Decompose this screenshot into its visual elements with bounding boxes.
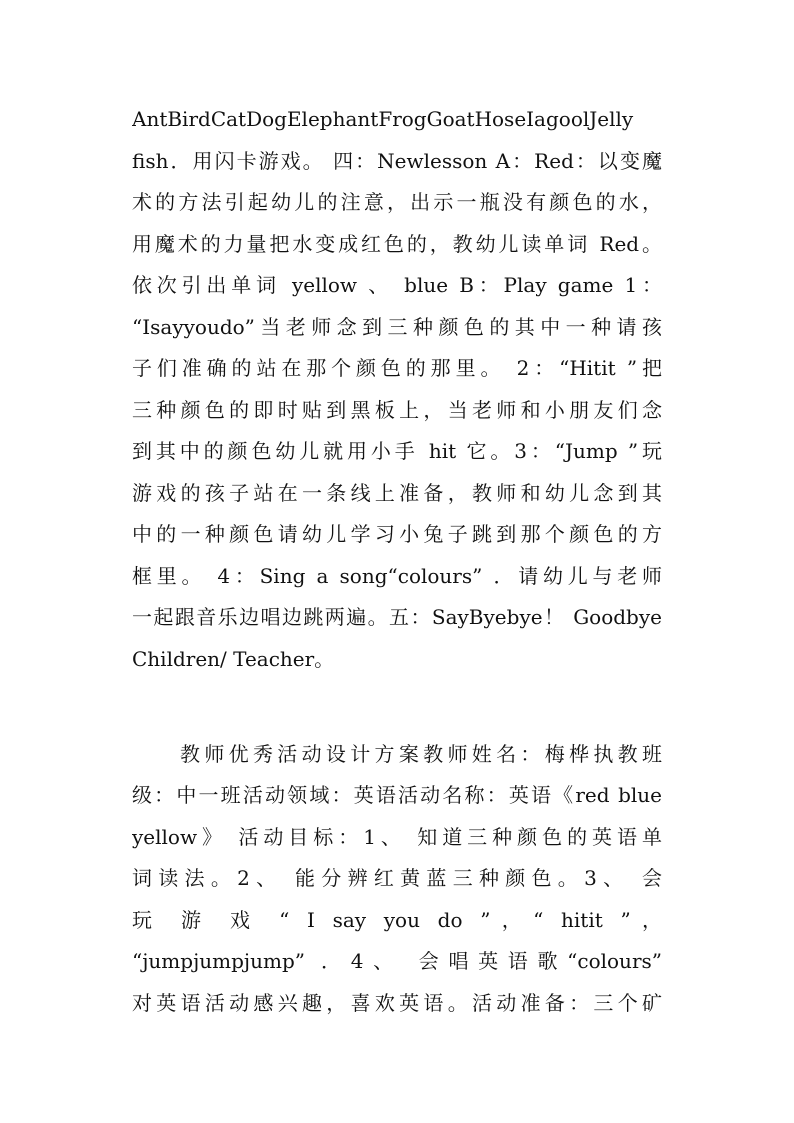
paragraph-1-line: 依次引出单词 yellow 、 blue B：Play game 1： [132, 273, 662, 297]
paragraph-2-line: “jumpjumpjump” ．4、 会唱英语歌“colours” [132, 949, 662, 973]
paragraph-1-line: 游戏的孩子站在一条线上准备，教师和幼儿念到其 [132, 481, 662, 505]
paragraph-1-line: 一起跟音乐边唱边跳两遍。五：SayByebye！ Goodbye [132, 605, 662, 629]
paragraph-1-line: 中的一种颜色请幼儿学习小兔子跳到那个颜色的方 [132, 522, 662, 546]
paragraph-2-line: 玩 游 戏 “ I say you do ”，“ hitit ”， [132, 908, 662, 932]
paragraph-2-line: 词读法。2、 能分辨红黄蓝三种颜色。3、 会 [132, 866, 662, 890]
paragraph-1-line: Children/ Teacher。 [132, 647, 335, 671]
paragraph-1-line: fish．用闪卡游戏。 四：Newlesson A：Red：以变魔 [132, 149, 662, 173]
paragraph-2-line: 级：中一班活动领域：英语活动名称：英语《red blue [132, 783, 662, 807]
paragraph-2-line: 教师优秀活动设计方案教师姓名：梅桦执教班 [180, 742, 662, 766]
paragraph-1-line: AntBirdCatDogElephantFrogGoatHoseIagoolJelly [132, 107, 634, 131]
paragraph-1-line: 框里。 4：Sing a song“colours” ．请幼儿与老师 [132, 564, 662, 588]
paragraph-1-line: “Isayyoudo”当老师念到三种颜色的其中一种请孩 [132, 315, 662, 339]
paragraph-1-line: 术的方法引起幼儿的注意，出示一瓶没有颜色的水， [132, 190, 662, 214]
paragraph-1-line: 用魔术的力量把水变成红色的，教幼儿读单词 Red。 [132, 232, 662, 256]
paragraph-1-line: 到其中的颜色幼儿就用小手 hit 它。3：“Jump ”玩 [132, 439, 662, 463]
paragraph-2-line: 对英语活动感兴趣，喜欢英语。活动准备：三个矿 [132, 991, 662, 1015]
paragraph-1-line: 子们准确的站在那个颜色的那里。 2：“Hitit ”把 [132, 356, 662, 380]
paragraph-1-line: 三种颜色的即时贴到黑板上，当老师和小朋友们念 [132, 398, 662, 422]
paragraph-2-line: yellow》 活动目标：1、 知道三种颜色的英语单 [132, 825, 662, 849]
